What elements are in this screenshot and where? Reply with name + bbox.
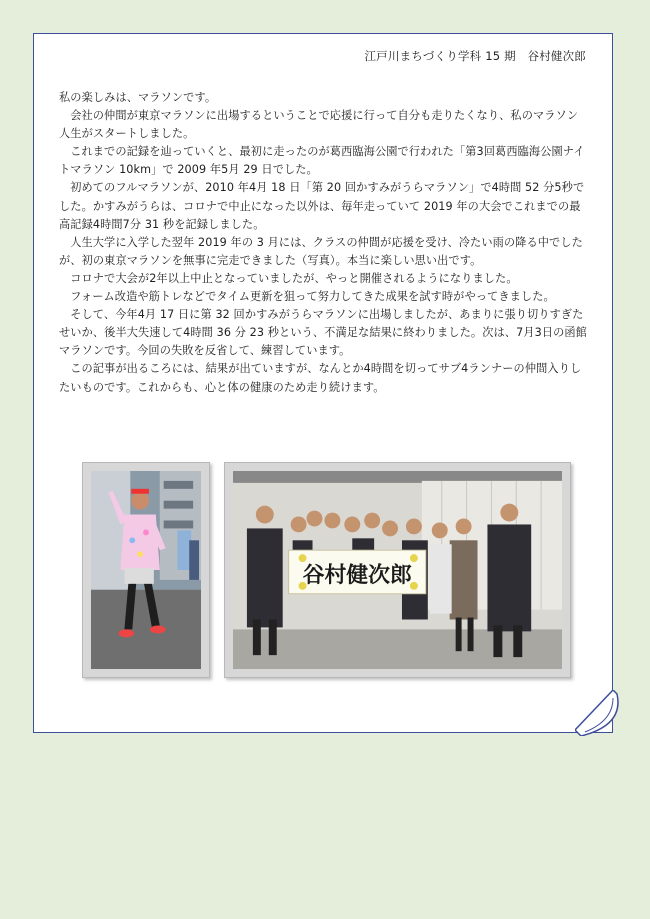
paragraph: この記事が出るころには、結果が出ていますが、なんとか4時間を切ってサブ4ランナーの仲間入りしたいものです。これからも、心と体の健康のため走り続けます。 bbox=[59, 362, 582, 394]
page-curl-icon bbox=[575, 690, 621, 736]
paragraph: これまでの記録を辿っていくと、最初に走ったのが葛西臨海公園で行われた「第3回葛西臨海公園ナイトマラソン 10km」で 2009 年5月 29 日でした。 bbox=[59, 145, 585, 177]
group-photo bbox=[233, 471, 562, 669]
author-line: 江戸川まちづくり学科 15 期 谷村健次郎 bbox=[364, 49, 586, 63]
group-photo-frame bbox=[224, 462, 571, 678]
banner-text: 谷村健次郎 bbox=[302, 562, 412, 588]
paragraph: 初めてのフルマラソンが、2010 年4月 18 日「第 20 回かすみがうらマラソン」で4時間 52 分5秒でした。かすみがうらは、コロナで中止になった以外は、毎年走っていて 2019 年の大会でこれまでの最高記録4時間7分 31 秒を記録しました。 bbox=[59, 181, 585, 231]
paragraph: 会社の仲間が東京マラソンに出場するということで応援に行って自分も走りたくなり、私のマラソン人生がスタートしました。 bbox=[59, 109, 579, 141]
paragraph: フォーム改造や筋トレなどでタイム更新を狙って努力してきた成果を試す時がやってきました。 bbox=[70, 290, 555, 304]
paragraph: 私の楽しみは、マラソンです。 bbox=[59, 91, 217, 104]
article-body bbox=[59, 89, 589, 397]
article-card bbox=[33, 33, 613, 733]
paragraph: 人生大学に入学した翌年 2019 年の 3 月には、クラスの仲間が応援を受け、冷たい雨の降る中でしたが、初の東京マラソンを無事に完走できました（写真）。本当に楽しい思い出です。 bbox=[59, 235, 583, 267]
runner-photo-frame bbox=[82, 462, 210, 678]
paragraph: そして、今年4月 17 日に第 32 回かすみがうらマラソンに出場しましたが、あまりに張り切りすぎたせいか、後半大失速して4時間 36 分 23 秒という、不満足な結果に終わりました。次は、7月3日の函館マラソンです。今回の失敗を反省して、練習しています。 bbox=[59, 308, 587, 358]
paragraph: コロナで大会が2年以上中止となっていましたが、やっと開催されるようになりました。 bbox=[70, 271, 518, 285]
runner-photo bbox=[91, 471, 201, 669]
